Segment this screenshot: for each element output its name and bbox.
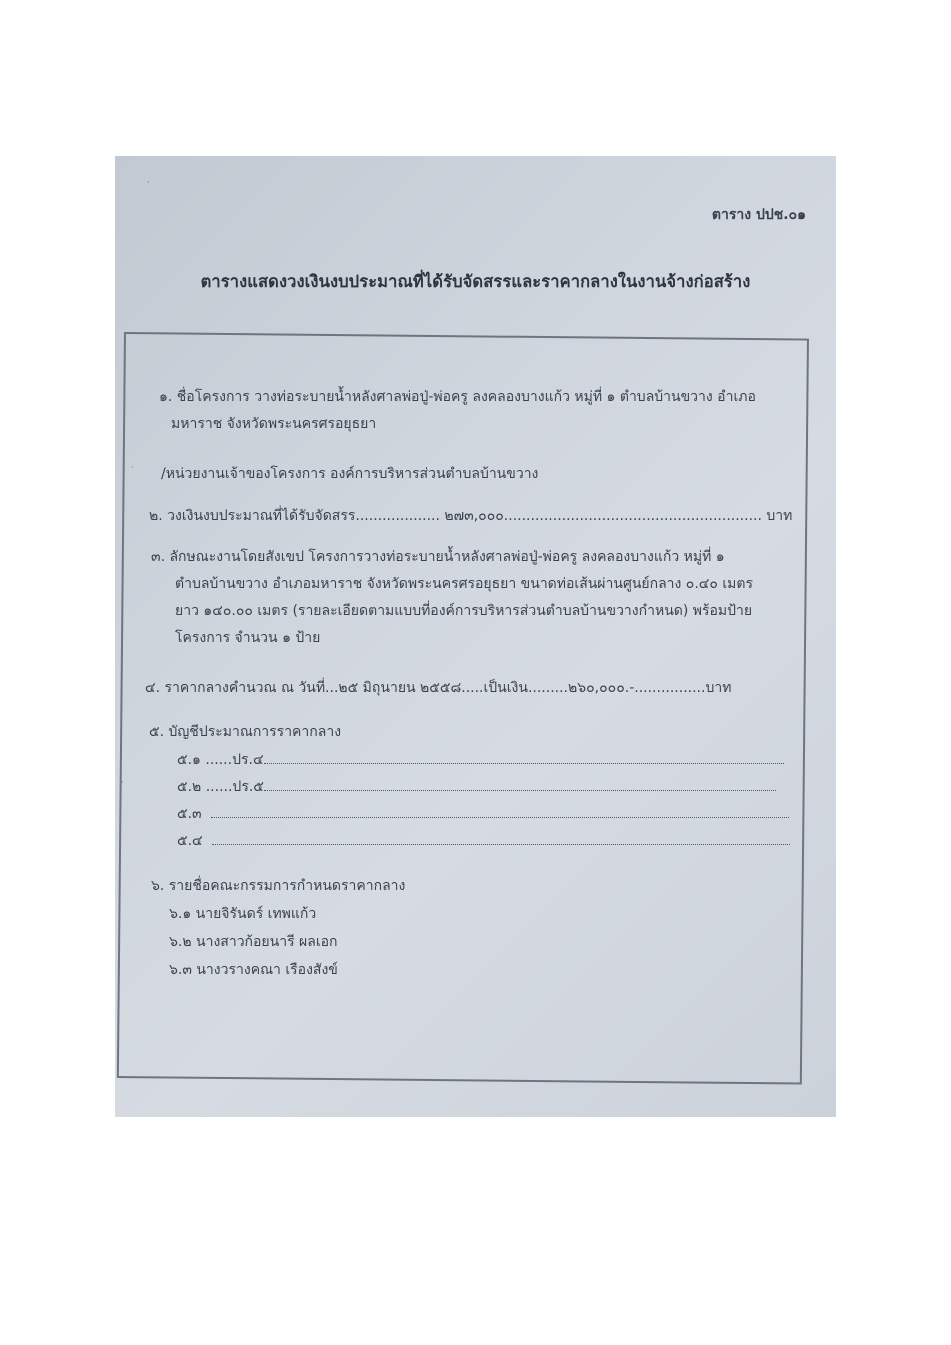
estimate-row-1-label: ๕.๑ ......ปร.๔ [177,752,264,768]
estimate-row-1 [177,747,784,774]
estimate-heading: ๕. บัญชีประมาณการราคากลาง [149,724,342,740]
description-line-1: ๓. ลักษณะงานโดยสังเขป โครงการวางท่อระบายน้ำหลังศาลพ่อปู่-พ่อครู ลงคลองบางแก้ว หมู่ที่ ๑ [151,549,725,565]
committee-member-2: ๖.๒ นางสาวก้อยนารี ผลเอก [169,934,338,950]
estimate-row-3-label: ๕.๓ [177,806,202,822]
committee-member-1: ๖.๑ นายจิรันดร์ เทพแก้ว [169,906,317,922]
speck-mark: · [147,178,150,187]
project-agency: /หน่วยงานเจ้าของโครงการ องค์การบริหารส่วนตำบลบ้านขวาง [161,466,539,482]
description-line-4: โครงการ จำนวน ๑ ป้าย [175,630,321,646]
estimate-row-4-label: ๕.๔ [177,833,203,849]
document-title: ตารางแสดงวงเงินงบประมาณที่ได้รับจัดสรรและราคากลางในงานจ้างก่อสร้าง [200,272,751,291]
document-photo [115,156,836,1117]
dotted-leader [264,778,776,791]
form-code: ตาราง ปปช.๐๑ [711,207,806,223]
dotted-leader [211,805,789,818]
reference-price-line: ๔. ราคากลางคำนวณ ณ วันที่...๒๕ มิถุนายน ๒๕๕๘.....เป็นเงิน.........๒๖๐,๐๐๐.-................บาท [145,680,732,696]
description-line-3: ยาว ๑๔๐.๐๐ เมตร (รายละเอียดตามแบบที่องค์การบริหารส่วนตำบลบ้านขวางกำหนด) พร้อมป้าย [175,603,753,619]
budget-line: ๒. วงเงินงบประมาณที่ได้รับจัดสรร................... ๒๗๓,๐๐๐.......................................................... บาท [149,508,793,524]
dotted-leader [264,751,784,764]
speck-mark: · [131,463,134,472]
estimate-row-3 [177,801,789,828]
project-name-line-1: ๑. ชื่อโครงการ วางท่อระบายน้ำหลังศาลพ่อปู่-พ่อครู ลงคลองบางแก้ว หมู่ที่ ๑ ตำบลบ้านขวาง อำเภอ [159,389,756,405]
dotted-leader [212,832,790,845]
estimate-row-2 [177,774,776,801]
committee-heading: ๖. รายชื่อคณะกรรมการกำหนดราคากลาง [151,878,406,894]
project-name-line-2: มหาราช จังหวัดพระนครศรอยุธยา [171,416,377,432]
estimate-row-4 [177,828,790,855]
description-line-2: ตำบลบ้านขวาง อำเภอมหาราช จังหวัดพระนครศรอยุธยา ขนาดท่อเส้นผ่านศูนย์กลาง ๐.๔๐ เมตร [175,576,754,592]
committee-member-3: ๖.๓ นางวรางคณา เรืองสังข์ [169,962,338,978]
estimate-row-2-label: ๕.๒ ......ปร.๕ [177,779,264,795]
speck-mark: · [121,778,124,787]
